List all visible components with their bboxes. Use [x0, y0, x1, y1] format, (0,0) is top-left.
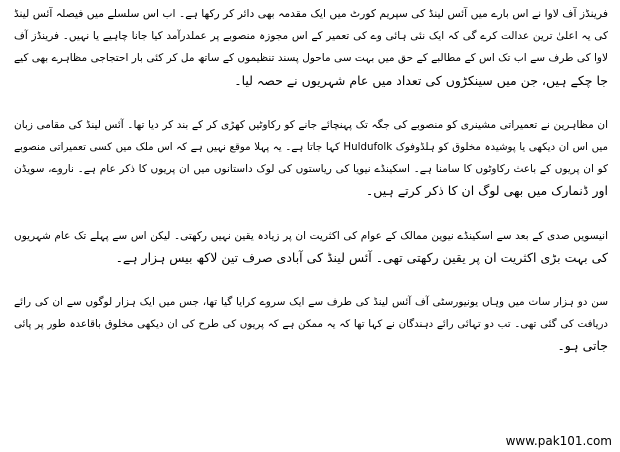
paragraph-gap [14, 269, 608, 291]
text-line: ان مظاہرین نے تعمیراتی مشینری کو منصوبے کی جگہ تک پہنچائے جانے کو رکاوٹیں کھڑی کر کے بند کر دیا تھا۔ آئس لینڈ کی مقامی زبان [14, 118, 608, 131]
text-line: کی یہ اعلیٰ ترین عدالت کرے گی کہ ایک نئی ہائی وے کی تعمیر کے اس مجوزہ منصوبے پر عملدرآمد کیا جانا چاہیے یا نہیں۔ فرینڈز آف [14, 30, 608, 43]
text-line: دریافت کی گئی تھی۔ تب دو تہائی رائے دہندگان نے کہا تھا کہ یہ ممکن ہے کہ پریوں کی طرح کی ان دیکھی مخلوق باقاعدہ طور پر پائی [14, 318, 608, 331]
text-line: اور ڈنمارک میں بھی لوگ ان کا ذکر کرتے ہیں۔ [365, 183, 608, 199]
text-line: کی بہت بڑی اکثریت ان پر یقین رکھتی تھی۔ آئس لینڈ کی آبادی صرف تین لاکھ بیس ہزار ہے۔ [115, 249, 608, 265]
paragraph-2 [14, 114, 608, 203]
paragraph-3 [14, 225, 608, 269]
paragraph-gap [14, 203, 608, 225]
text-line: لاوا کی طرف سے اب تک اس کے مطالبے کے حق میں بہت سی ماحول پسند تنظیموں کے ساتھ مل کر کئی بار احتجاجی مظاہرے بھی کیے [14, 52, 608, 65]
text-line: جا چکے ہیں، جن میں سینکڑوں کی تعداد میں عام شہریوں نے حصہ لیا۔ [234, 72, 608, 88]
paragraph-1 [14, 3, 608, 92]
text-line: جاتی ہو۔ [557, 338, 608, 354]
paragraph-4 [14, 291, 608, 358]
paragraph-gap [14, 92, 608, 114]
text-line: کو ان پریوں کے باعث رکاوٹوں کا سامنا ہے۔ اسکینڈے نیویا کی ریاستوں کی لوک داستانوں میں ان پریوں کا ذکر عام ہے۔ ناروے، سویڈن [14, 163, 608, 176]
text-line: انیسویں صدی کے بعد سے اسکینڈے نیوین ممالک کے عوام کی اکثریت ان پر زیادہ یقین نہیں رکھتی۔ لیکن اس سے پہلے تک عام شہریوں [14, 229, 608, 242]
text-line: فرینڈز آف لاوا نے اس بارے میں آئس لینڈ کی سپریم کورٹ میں ایک مقدمہ بھی دائر کر رکھا ہے۔ اب اس سلسلے میں فیصلہ آئس لینڈ [14, 7, 608, 20]
text-line: میں اس ان دیکھی یا پوشیدہ مخلوق کو ہلڈوفوک Huldufolk کہا جاتا ہے۔ یہ پہلا موقع نہیں ہے کہ اس ملک میں کسی تعمیراتی منصوبے [14, 140, 608, 153]
text-line: سن دو ہزار سات میں وہاں یونیورسٹی آف آئس لینڈ کی طرف سے ایک سروے کرایا گیا تھا، جس میں ایک ہزار لوگوں سے ان کی رائے [14, 295, 608, 308]
watermark-text: www.pak101.com [505, 434, 612, 448]
